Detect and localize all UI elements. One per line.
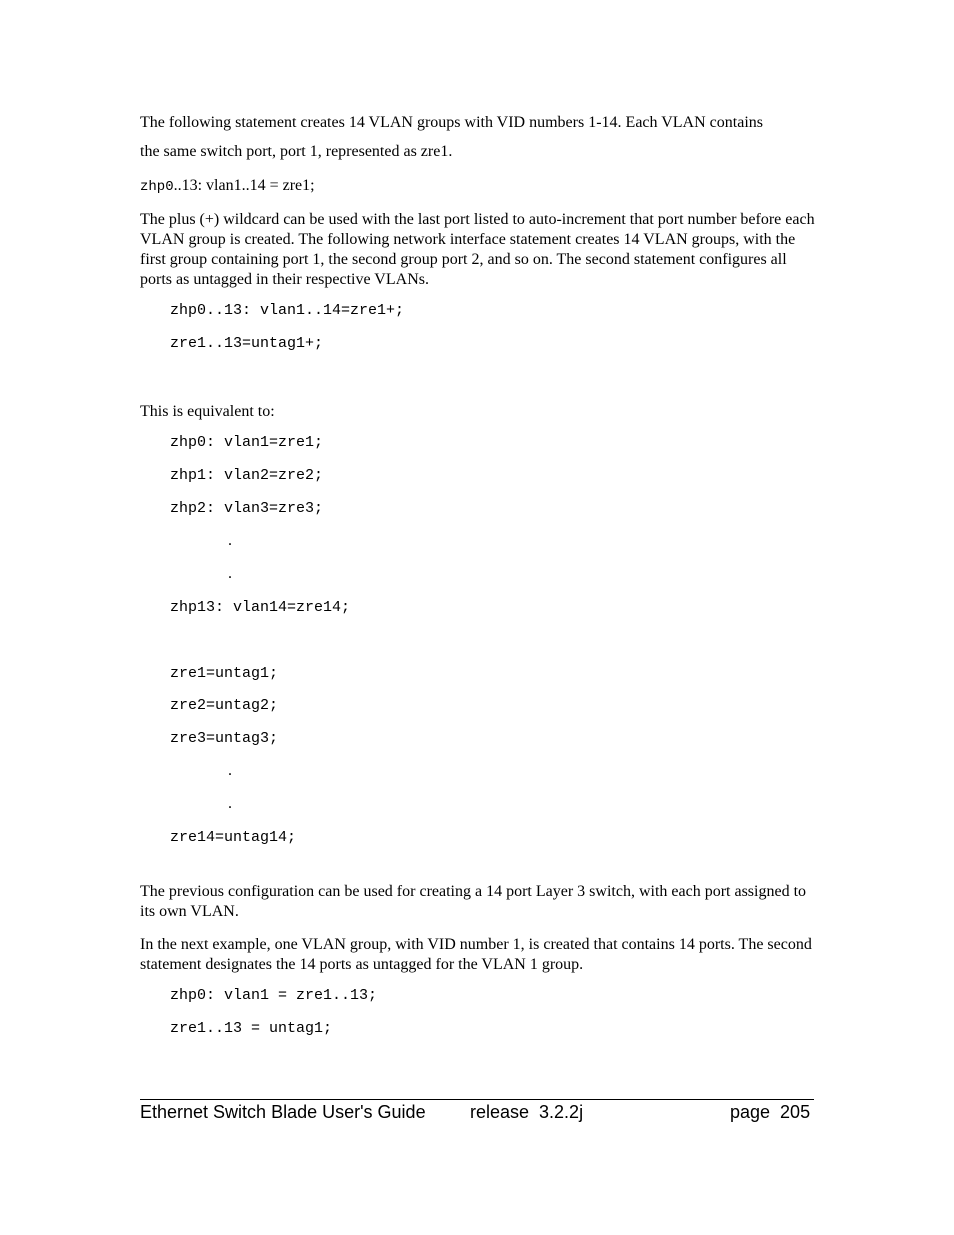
code-line: zhp2: vlan3=zre3; (170, 500, 324, 517)
code-line: zre14=untag14; (170, 829, 297, 846)
intro-line-2: the same switch port, port 1, represented as zre1. (140, 143, 453, 160)
layer3-paragraph: The previous configuration can be used for creating a 14 port Layer 3 switch, with each port assigned to its own VLAN. (140, 883, 807, 920)
code-line: zre1..13=untag1+; (170, 335, 324, 352)
ellipsis-dot: . (228, 795, 232, 812)
code-line: zhp0: vlan1=zre1; (170, 434, 324, 451)
ellipsis-dot: . (228, 762, 232, 779)
ellipsis-dot: . (228, 565, 232, 582)
code-line: zre1..13 = untag1; (170, 1020, 333, 1037)
footer-guide-title: Ethernet Switch Blade User's Guide (140, 1102, 426, 1122)
code-line: zre2=untag2; (170, 697, 279, 714)
footer-page-number: page 205 (730, 1102, 811, 1122)
ellipsis-dot: . (228, 532, 232, 549)
inline-code-mono: zhp0 (140, 179, 174, 195)
inline-code-statement (140, 176, 816, 196)
code-line: zhp0: vlan1 = zre1..13; (170, 987, 378, 1004)
next-example-paragraph: In the next example, one VLAN group, with VID number 1, is created that contains 14 ports. The second statement designates the 14 ports as untagged for the VLAN 1 group. (140, 936, 812, 973)
code-line: zhp1: vlan2=zre2; (170, 467, 324, 484)
code-line: zhp0..13: vlan1..14=zre1+; (170, 302, 405, 319)
code-line: zhp13: vlan14=zre14; (170, 599, 351, 616)
code-line: zre1=untag1; (170, 665, 279, 682)
inline-code-rest: ..13: vlan1..14 = zre1; (173, 177, 315, 194)
wildcard-paragraph: The plus (+) wildcard can be used with the last port listed to auto-increment that port number before each VLAN group is created. The following network interface statement creates 14 VLAN groups, with the first group containing port 1, the second group port 2, and so on. The second statement configures all ports as untagged in their respective VLANs. (140, 211, 815, 288)
footer-rule (140, 1099, 814, 1100)
equivalent-heading: This is equivalent to: (140, 403, 275, 420)
footer-release: release 3.2.2j (470, 1102, 584, 1122)
code-line: zre3=untag3; (170, 730, 279, 747)
intro-line-1: The following statement creates 14 VLAN groups with VID numbers 1-14. Each VLAN contains (140, 114, 763, 131)
